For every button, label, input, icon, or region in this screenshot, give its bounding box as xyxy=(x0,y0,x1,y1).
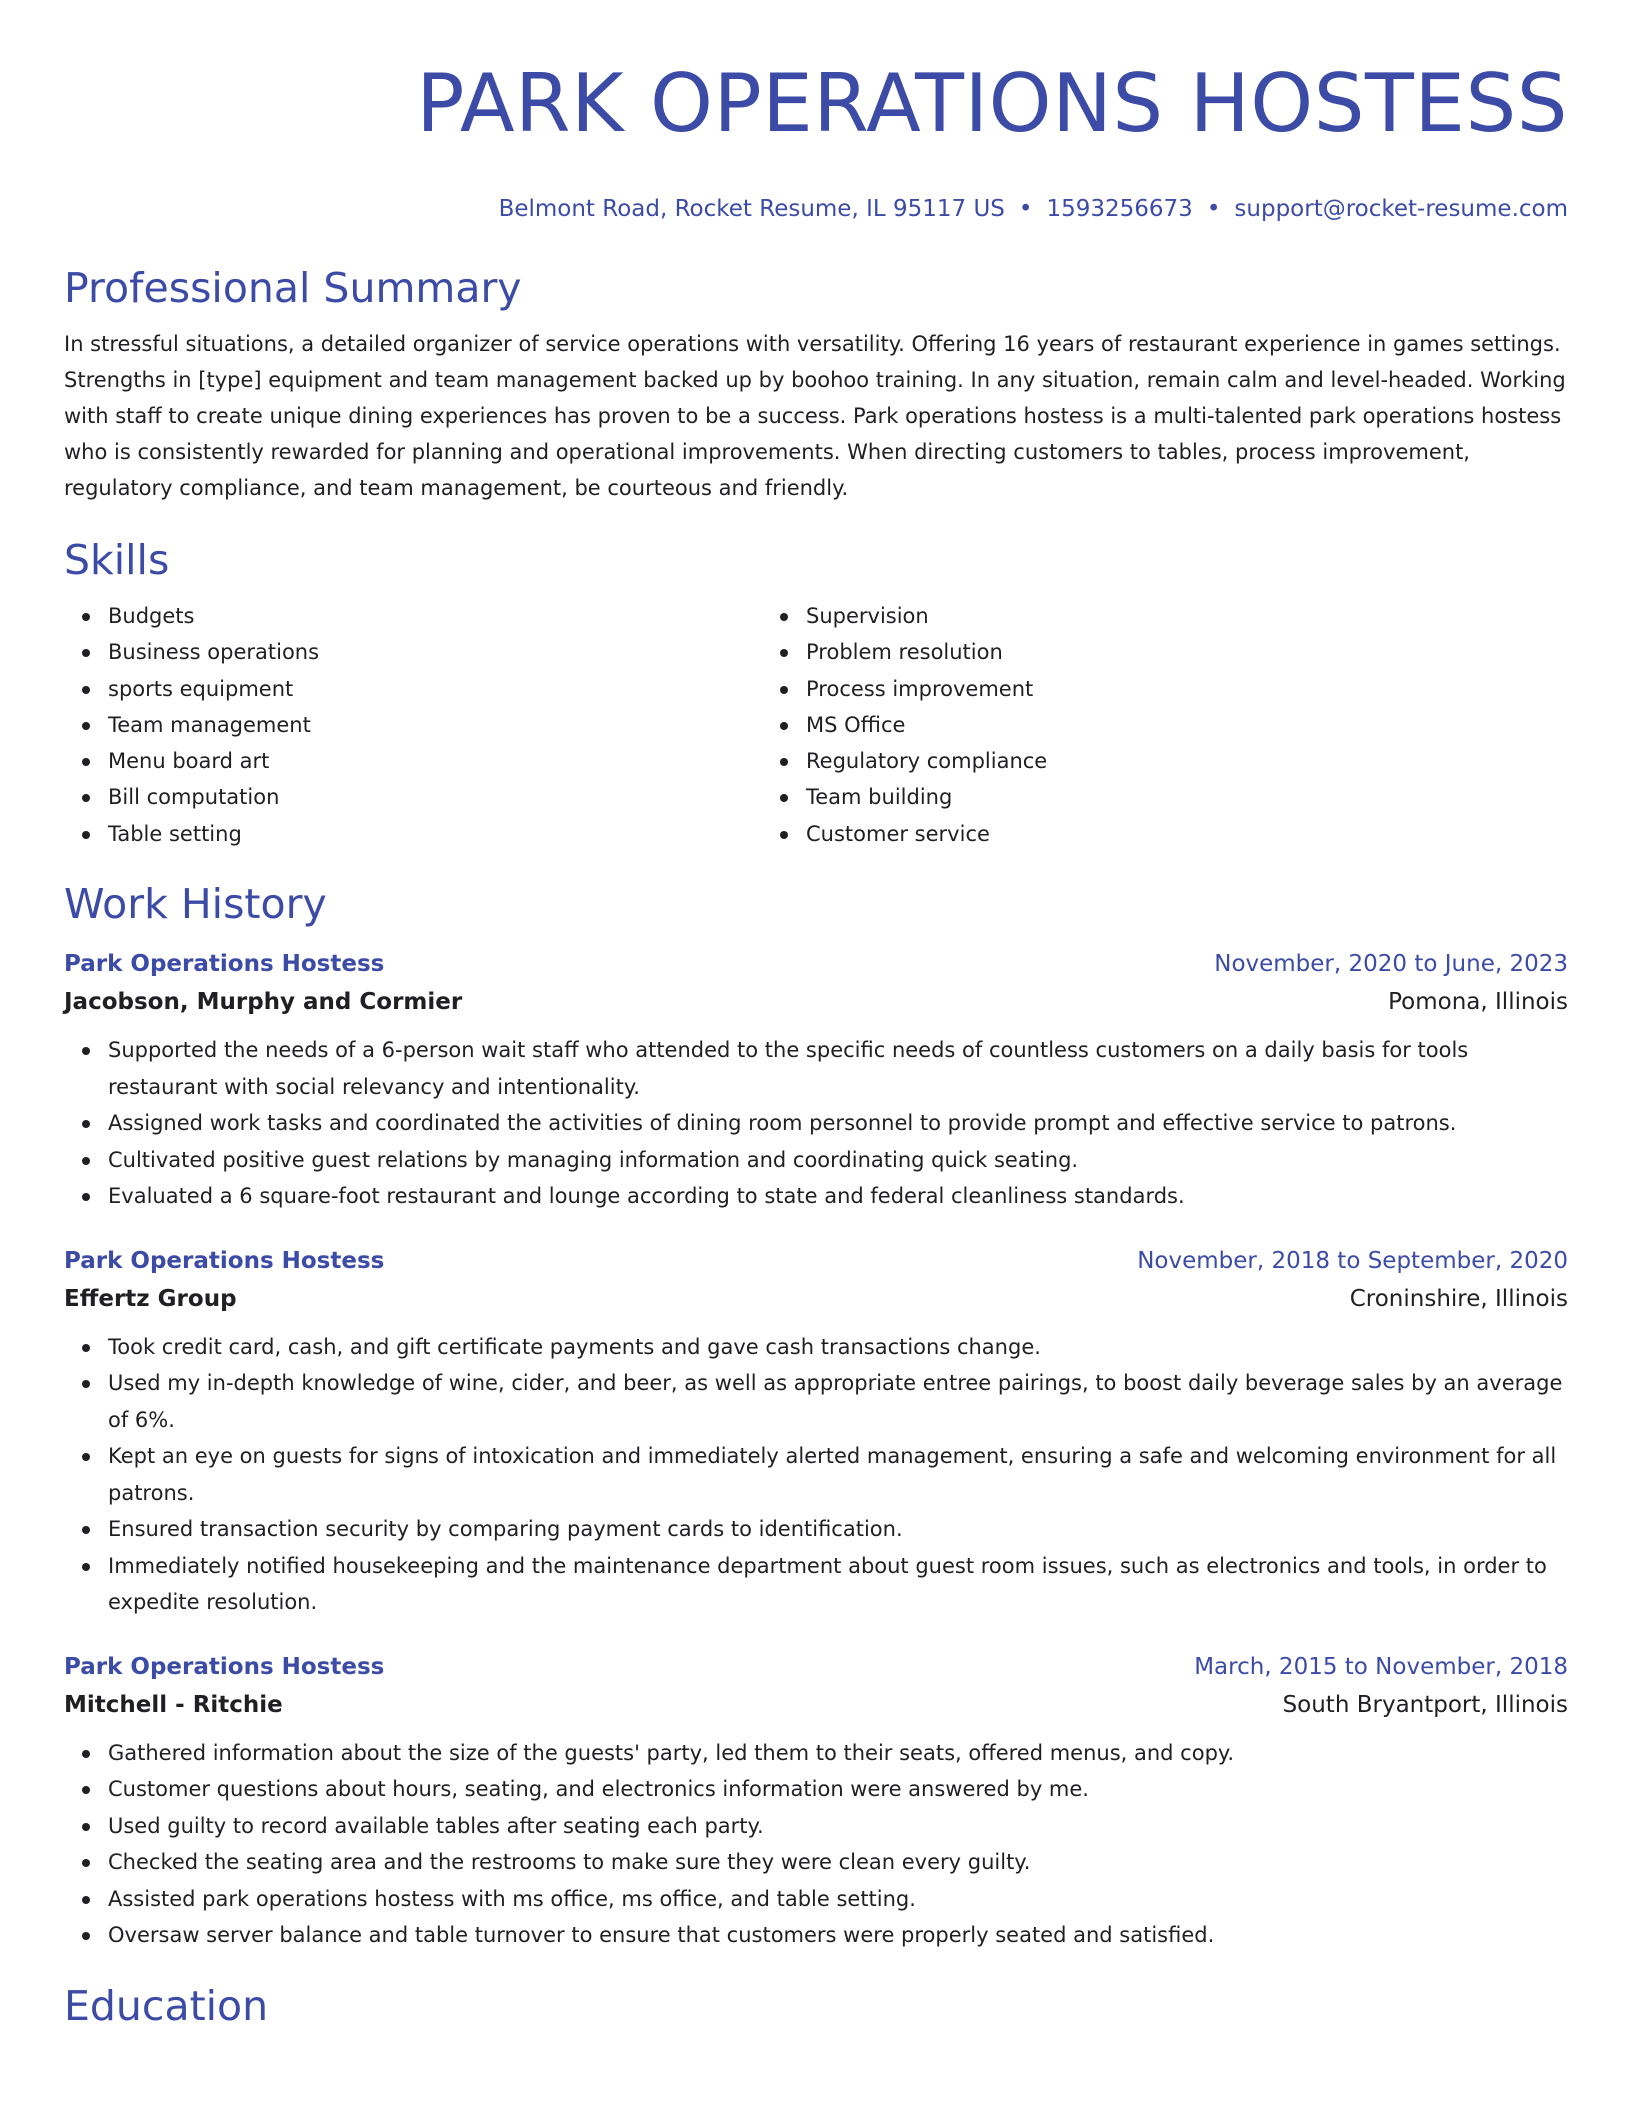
job-subheader xyxy=(64,1685,1568,1725)
job-company: Effertz Group xyxy=(64,1285,237,1312)
job-title: Park Operations Hostess xyxy=(64,1247,385,1274)
job-entry xyxy=(64,1649,1568,1954)
job-bullet: Checked the seating area and the restrooms to make sure they were clean every guilty. xyxy=(108,1844,1568,1881)
skill-item: Team building xyxy=(806,779,1460,815)
skill-item: Budgets xyxy=(108,598,762,634)
job-bullets xyxy=(64,1032,1568,1215)
job-entry xyxy=(64,946,1568,1215)
skills-column-right xyxy=(762,598,1460,852)
job-bullet: Kept an eye on guests for signs of intoxication and immediately alerted management, ensuring a safe and welcoming environment for all patrons. xyxy=(108,1438,1568,1511)
job-location: South Bryantport, Illinois xyxy=(1282,1691,1568,1718)
job-bullet: Ensured transaction security by comparing payment cards to identification. xyxy=(108,1511,1568,1548)
skills-grid xyxy=(64,598,1568,852)
job-bullets xyxy=(64,1735,1568,1954)
job-company: Jacobson, Murphy and Cormier xyxy=(64,989,463,1016)
skill-item: MS Office xyxy=(806,707,1460,743)
section-title-summary: Professional Summary xyxy=(64,264,522,312)
section-title-education: Education xyxy=(64,1981,269,2030)
section-title-skills: Skills xyxy=(64,536,170,584)
job-bullet: Evaluated a 6 square-foot restaurant and lounge according to state and federal cleanliness standards. xyxy=(108,1178,1568,1215)
skills-column-left xyxy=(64,598,762,852)
job-bullet: Supported the needs of a 6-person wait staff who attended to the specific needs of countless customers on a daily basis for tools restaurant with social relevancy and intentionality. xyxy=(108,1032,1568,1105)
skill-item: Business operations xyxy=(108,634,762,670)
job-entry xyxy=(64,1243,1568,1621)
contact-phone: 1593256673 xyxy=(1046,196,1193,222)
job-bullet: Immediately notified housekeeping and the maintenance department about guest room issues, such as electronics and tools, in order to expedite resolution. xyxy=(108,1548,1568,1621)
skill-item: Supervision xyxy=(806,598,1460,634)
skill-item: Customer service xyxy=(806,816,1460,852)
job-header xyxy=(64,1649,1568,1685)
job-title: Park Operations Hostess xyxy=(64,951,385,978)
skill-item: Menu board art xyxy=(108,743,762,779)
skill-item: Bill computation xyxy=(108,779,762,815)
summary-text: In stressful situations, a detailed organizer of service operations with versatility. Offering 16 years of restaurant experience in games settings. Strengths in [type] equipment and team management backed up by boohoo training. In any situation, remain calm and level-headed. Working with staff to create unique dining experiences has proven to be a success. Park operations hostess is a multi-talented park operations hostess who is consistently rewarded for planning and operational improvements. When directing customers to tables, process improvement, regulatory compliance, and team management, be courteous and friendly. xyxy=(64,332,1566,500)
job-bullet: Cultivated positive guest relations by managing information and coordinating quick seating. xyxy=(108,1142,1568,1179)
job-header xyxy=(64,1243,1568,1279)
job-bullet: Assigned work tasks and coordinated the activities of dining room personnel to provide prompt and effective service to patrons. xyxy=(108,1105,1568,1142)
job-subheader xyxy=(64,982,1568,1022)
resume-page xyxy=(64,0,1568,2032)
job-bullet: Gathered information about the size of the guests' party, led them to their seats, offered menus, and copy. xyxy=(108,1735,1568,1772)
job-bullet: Assisted park operations hostess with ms office, ms office, and table setting. xyxy=(108,1881,1568,1918)
section-title-work-history: Work History xyxy=(64,880,327,929)
job-dates: March, 2015 to November, 2018 xyxy=(1194,1653,1568,1680)
job-bullet: Used guilty to record available tables after seating each party. xyxy=(108,1808,1568,1845)
skill-item: sports equipment xyxy=(108,671,762,707)
job-bullet: Took credit card, cash, and gift certificate payments and gave cash transactions change. xyxy=(108,1329,1568,1366)
job-location: Pomona, Illinois xyxy=(1388,989,1568,1016)
job-bullets xyxy=(64,1329,1568,1621)
job-dates: November, 2018 to September, 2020 xyxy=(1137,1247,1568,1274)
contact-separator: • xyxy=(1018,196,1033,222)
skill-item: Regulatory compliance xyxy=(806,743,1460,779)
job-bullet: Oversaw server balance and table turnover to ensure that customers were properly seated and satisfied. xyxy=(108,1917,1568,1954)
job-bullet: Customer questions about hours, seating, and electronics information were answered by me. xyxy=(108,1771,1568,1808)
job-location: Croninshire, Illinois xyxy=(1349,1285,1568,1312)
job-title: Park Operations Hostess xyxy=(64,1653,385,1680)
skill-item: Problem resolution xyxy=(806,634,1460,670)
job-company: Mitchell - Ritchie xyxy=(64,1691,283,1718)
contact-address: Belmont Road, Rocket Resume, IL 95117 US xyxy=(498,196,1005,222)
contact-email[interactable]: support@rocket-resume.com xyxy=(1234,196,1568,222)
contact-separator: • xyxy=(1206,196,1221,222)
skill-item: Process improvement xyxy=(806,671,1460,707)
job-subheader xyxy=(64,1279,1568,1319)
contact-line xyxy=(64,194,1568,224)
job-bullet: Used my in-depth knowledge of wine, cider, and beer, as well as appropriate entree pairings, to boost daily beverage sales by an average of 6%. xyxy=(108,1365,1568,1438)
job-header xyxy=(64,946,1568,982)
skill-item: Table setting xyxy=(108,816,762,852)
job-dates: November, 2020 to June, 2023 xyxy=(1214,951,1568,978)
resume-name: PARK OPERATIONS HOSTESS xyxy=(416,57,1568,150)
skill-item: Team management xyxy=(108,707,762,743)
